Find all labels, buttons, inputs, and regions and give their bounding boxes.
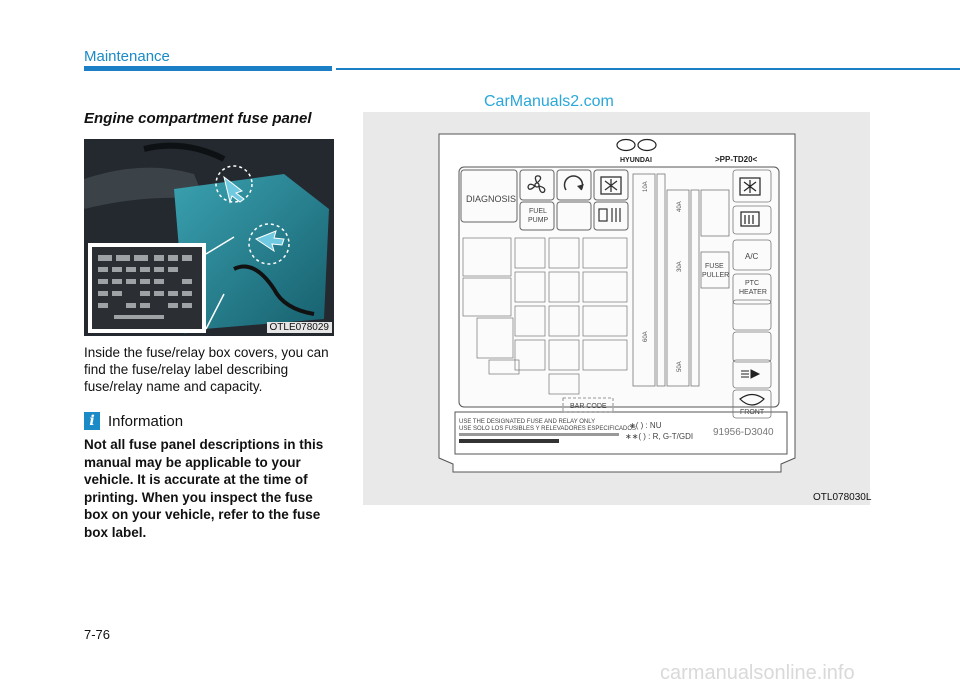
diagnosis-label: DIAGNOSIS: [466, 194, 517, 204]
fuse-rating-40a: 40A: [677, 201, 683, 212]
fuel-pump-label-line2: PUMP: [528, 217, 549, 224]
panel-model-code: >PP-TD20<: [715, 155, 758, 164]
bar-code-label: BAR CODE: [570, 403, 607, 410]
fuel-pump-label-line1: FUEL: [529, 208, 547, 215]
photo-illustration: [84, 139, 334, 336]
header-rule-right: [336, 68, 960, 70]
legend-r: ∗∗( ) : R, G-T/GDI: [625, 432, 694, 441]
notice-english: USE THE DESIGNATED FUSE AND RELAY ONLY: [459, 419, 596, 425]
fuse-rating-30a: 30A: [677, 261, 683, 272]
information-text: Not all fuse panel descriptions in this manual may be applicable to your vehicle. It is accurate at the time of printing. When you inspect the fuse box on your vehicle, refer to the fuse box label.: [84, 437, 324, 540]
front-label: FRONT: [740, 409, 765, 416]
panel-brand: HYUNDAI: [620, 157, 652, 164]
fuse-panel-illustration: [363, 112, 870, 505]
ptc-heater-label-line2: HEATER: [739, 289, 767, 296]
ptc-heater-label-line1: PTC: [745, 280, 759, 287]
engine-compartment-photo: [84, 139, 334, 336]
fuse-rating-10a: 10A: [643, 181, 649, 192]
notice-spanish: USE SOLO LOS FUSIBLES Y RELEVADORES ESPECIFICADOS: [459, 426, 637, 432]
info-icon: i: [84, 412, 100, 430]
body-paragraph: Inside the fuse/relay box covers, you can find the fuse/relay label describing fuse/relay name and capacity.: [84, 345, 329, 394]
section-heading: Engine compartment fuse panel: [84, 110, 312, 127]
legend-nu: ∗( ) : NU: [629, 421, 662, 430]
ac-label: A/C: [745, 252, 759, 261]
panel-code: OTL078030L: [813, 492, 872, 503]
information-title: Information: [108, 412, 184, 430]
watermark-top: CarManuals2.com: [484, 93, 614, 110]
fuse-panel-diagram: [363, 112, 870, 505]
information-header: [84, 412, 183, 430]
photo-code: OTLE078029: [267, 322, 333, 333]
fuse-puller-label-line1: FUSE: [705, 263, 724, 270]
fuse-rating-60a: 60A: [643, 331, 649, 342]
fuse-rating-50a: 50A: [677, 361, 683, 372]
page-number: 7-76: [84, 627, 111, 642]
header-rule-left: [84, 66, 332, 71]
fuse-puller-label-line2: PULLER: [702, 272, 730, 279]
part-number: 91956-D3040: [713, 427, 774, 438]
section-title: Maintenance: [84, 48, 170, 65]
watermark-bottom: carmanualsonline.info: [660, 662, 855, 684]
